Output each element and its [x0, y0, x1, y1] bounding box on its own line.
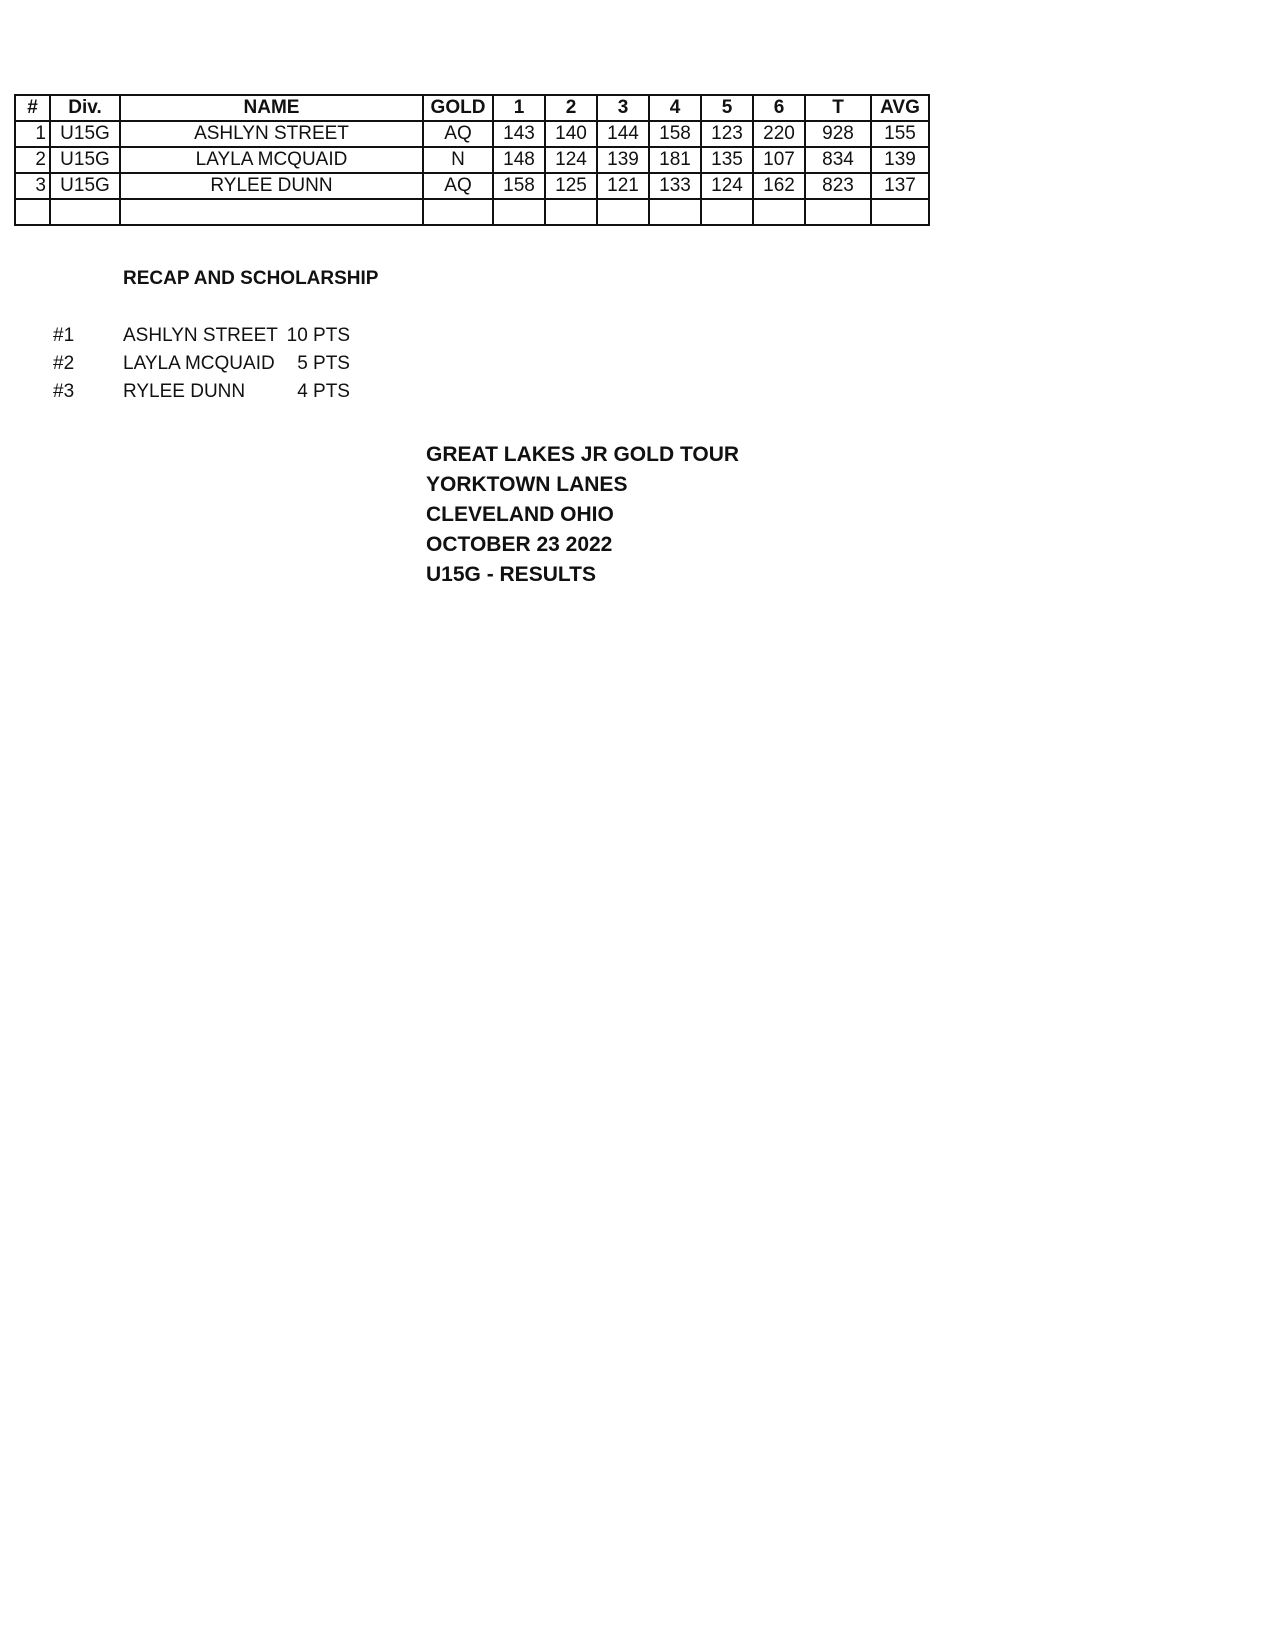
header-game-6: 6: [753, 95, 805, 121]
cell-empty: [597, 199, 649, 225]
header-gold: GOLD: [423, 95, 493, 121]
cell-rank: 2: [15, 147, 50, 173]
cell-empty: [545, 199, 597, 225]
table-row: [15, 173, 929, 199]
cell-average: 137: [871, 173, 929, 199]
cell-division: U15G: [50, 121, 120, 147]
cell-game-1: 158: [493, 173, 545, 199]
cell-game-5: 135: [701, 147, 753, 173]
table-row: [15, 121, 929, 147]
cell-empty: [701, 199, 753, 225]
event-venue: YORKTOWN LANES: [426, 473, 628, 496]
cell-division: U15G: [50, 147, 120, 173]
recap-points: 10 PTS: [286, 325, 350, 346]
table-row-empty: [15, 199, 929, 225]
cell-empty: [871, 199, 929, 225]
header-division: Div.: [50, 95, 120, 121]
table-row: [15, 147, 929, 173]
cell-game-4: 158: [649, 121, 701, 147]
cell-game-3: 144: [597, 121, 649, 147]
cell-game-2: 140: [545, 121, 597, 147]
cell-game-1: 143: [493, 121, 545, 147]
event-date: OCTOBER 23 2022: [426, 533, 613, 556]
header-total: T: [805, 95, 871, 121]
cell-empty: [423, 199, 493, 225]
table-header-row: [15, 95, 929, 121]
header-name: NAME: [120, 95, 423, 121]
cell-game-2: 124: [545, 147, 597, 173]
cell-average: 155: [871, 121, 929, 147]
header-game-3: 3: [597, 95, 649, 121]
cell-empty: [753, 199, 805, 225]
cell-gold: AQ: [423, 121, 493, 147]
cell-rank: 3: [15, 173, 50, 199]
cell-empty: [15, 199, 50, 225]
cell-empty: [493, 199, 545, 225]
cell-game-6: 107: [753, 147, 805, 173]
cell-name: RYLEE DUNN: [120, 173, 423, 199]
event-location: CLEVELAND OHIO: [426, 503, 614, 526]
cell-game-5: 124: [701, 173, 753, 199]
cell-empty: [50, 199, 120, 225]
event-division-results: U15G - RESULTS: [426, 563, 596, 586]
cell-game-6: 220: [753, 121, 805, 147]
cell-division: U15G: [50, 173, 120, 199]
cell-game-5: 123: [701, 121, 753, 147]
event-tour: GREAT LAKES JR GOLD TOUR: [426, 443, 740, 466]
recap-rank: #2: [53, 353, 75, 374]
cell-total: 823: [805, 173, 871, 199]
cell-gold: AQ: [423, 173, 493, 199]
cell-empty: [649, 199, 701, 225]
cell-average: 139: [871, 147, 929, 173]
recap-title: RECAP AND SCHOLARSHIP: [123, 268, 379, 289]
recap-name: ASHLYN STREET: [123, 325, 278, 346]
recap-name: LAYLA MCQUAID: [123, 353, 275, 374]
cell-game-1: 148: [493, 147, 545, 173]
recap-entry: [0, 353, 400, 377]
recap-entry: [0, 325, 400, 349]
results-table: [14, 94, 930, 226]
header-game-2: 2: [545, 95, 597, 121]
cell-game-6: 162: [753, 173, 805, 199]
header-rank: #: [15, 95, 50, 121]
recap-name: RYLEE DUNN: [123, 381, 246, 402]
cell-rank: 1: [15, 121, 50, 147]
cell-game-4: 133: [649, 173, 701, 199]
recap-rank: #1: [53, 325, 75, 346]
recap-points: 4 PTS: [297, 381, 350, 402]
cell-game-3: 121: [597, 173, 649, 199]
cell-gold: N: [423, 147, 493, 173]
cell-total: 928: [805, 121, 871, 147]
cell-game-4: 181: [649, 147, 701, 173]
recap-entry: [0, 381, 400, 405]
header-game-4: 4: [649, 95, 701, 121]
header-game-1: 1: [493, 95, 545, 121]
cell-name: LAYLA MCQUAID: [120, 147, 423, 173]
recap-points: 5 PTS: [297, 353, 350, 374]
cell-empty: [120, 199, 423, 225]
cell-game-2: 125: [545, 173, 597, 199]
cell-empty: [805, 199, 871, 225]
cell-name: ASHLYN STREET: [120, 121, 423, 147]
recap-rank: #3: [53, 381, 75, 402]
header-average: AVG: [871, 95, 929, 121]
event-info: [426, 440, 739, 590]
header-game-5: 5: [701, 95, 753, 121]
cell-game-3: 139: [597, 147, 649, 173]
cell-total: 834: [805, 147, 871, 173]
